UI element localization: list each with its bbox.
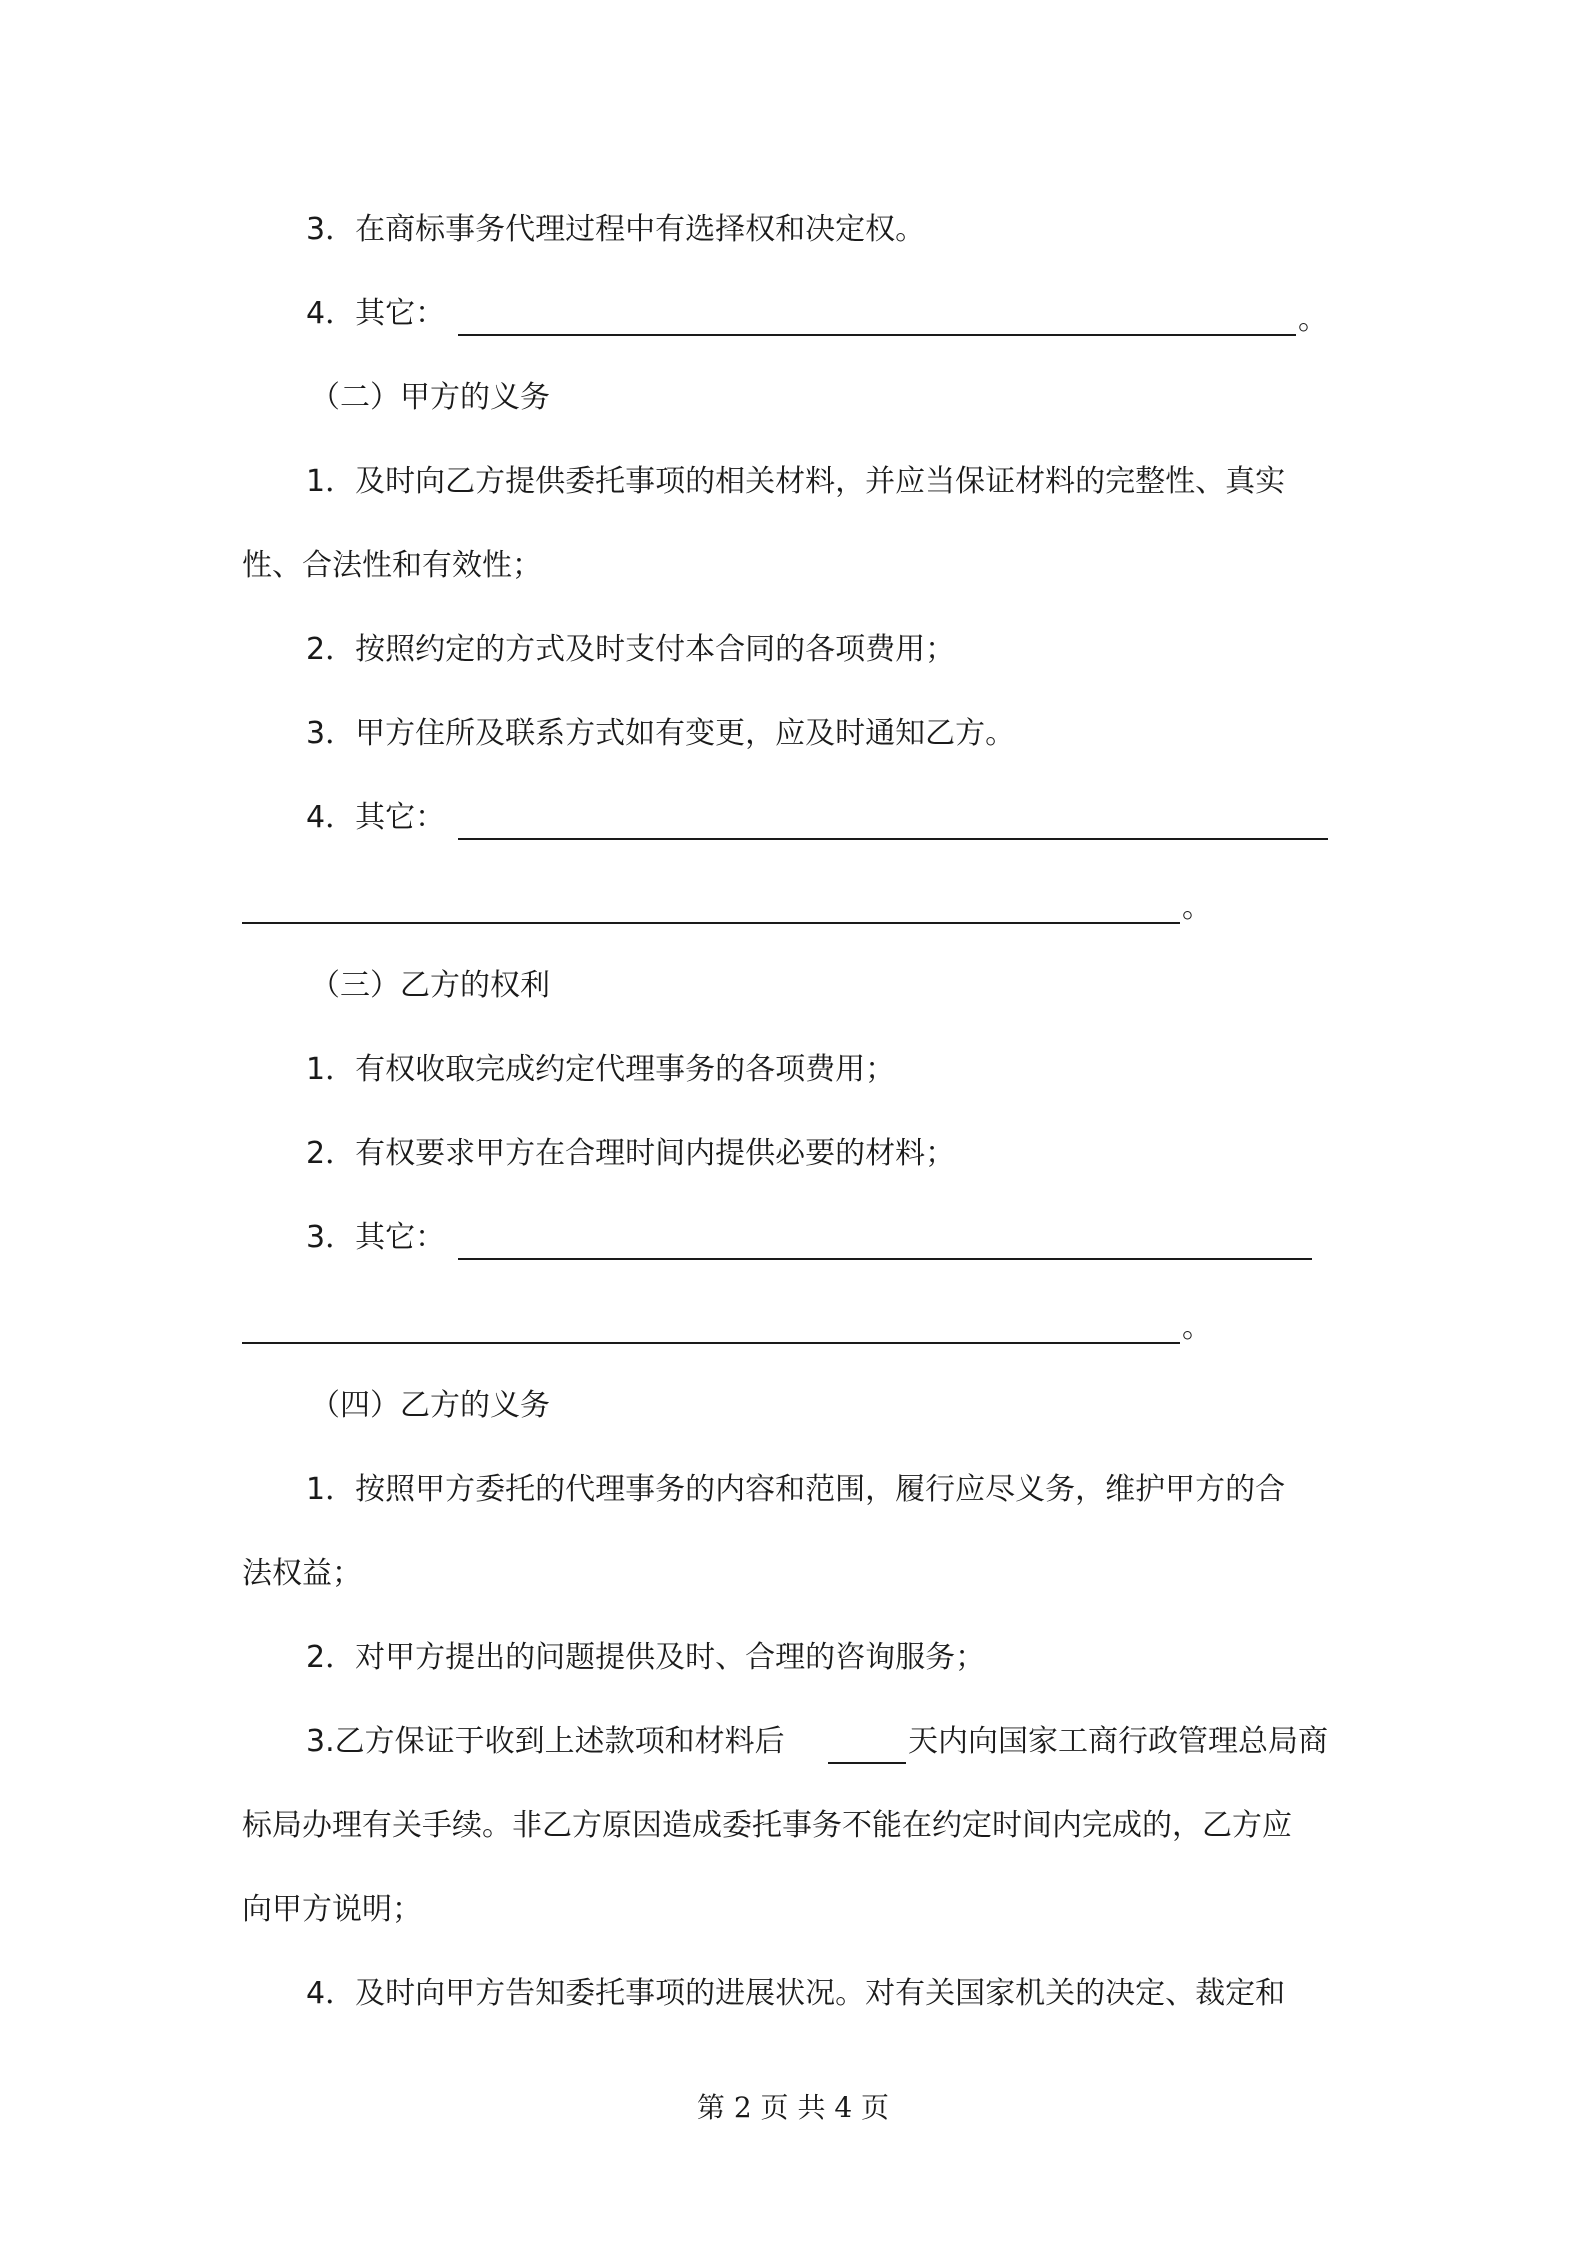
period-a4: 。 <box>1298 302 1328 337</box>
fill-blank-c3-line1 <box>458 1258 1312 1260</box>
clause-b4 <box>306 798 445 838</box>
section-heading-4: （四）乙方的义务 <box>310 1388 550 1423</box>
period-b4: 。 <box>1182 890 1212 925</box>
clause-d3-text-b: 天内向国家工商行政管理总局商 <box>908 1724 1328 1759</box>
clause-d3-line1 <box>306 1722 785 1762</box>
clause-a4 <box>306 294 445 334</box>
clause-d2: 2．对甲方提出的问题提供及时、合理的咨询服务； <box>306 1640 986 1675</box>
page-number-footer: 第 2 页 共 4 页 <box>696 2091 890 2124</box>
fill-blank-b4-line2 <box>242 922 1180 924</box>
clause-b1-line2: 性、合法性和有效性； <box>242 548 542 583</box>
clause-b3: 3．甲方住所及联系方式如有变更，应及时通知乙方。 <box>306 716 1016 751</box>
clause-d3-text-a: 3.乙方保证于收到上述款项和材料后 <box>306 1724 785 1759</box>
period-c3: 。 <box>1182 1310 1212 1345</box>
clause-c1: 1．有权收取完成约定代理事务的各项费用； <box>306 1052 896 1087</box>
clause-a3: 3．在商标事务代理过程中有选择权和决定权。 <box>306 212 926 247</box>
fill-blank-c3-line2 <box>242 1342 1180 1344</box>
fill-blank-a4 <box>458 334 1296 336</box>
clause-b1-line1: 1．及时向乙方提供委托事项的相关材料，并应当保证材料的完整性、真实 <box>306 464 1286 499</box>
clause-d1-line2: 法权益； <box>242 1556 362 1591</box>
clause-d3-line3: 向甲方说明； <box>242 1892 422 1927</box>
clause-d4: 4．及时向甲方告知委托事项的进展状况。对有关国家机关的决定、裁定和 <box>306 1976 1286 2011</box>
section-heading-3: （三）乙方的权利 <box>310 968 550 1003</box>
fill-blank-b4-line1 <box>458 838 1328 840</box>
clause-d1-line1: 1．按照甲方委托的代理事务的内容和范围，履行应尽义务，维护甲方的合 <box>306 1472 1286 1507</box>
clause-c3-label: 3．其它： <box>306 1220 446 1255</box>
clause-c3 <box>306 1218 445 1258</box>
clause-a4-label: 4．其它： <box>306 296 446 331</box>
section-heading-2: （二）甲方的义务 <box>310 380 550 415</box>
fill-blank-days <box>828 1762 906 1764</box>
clause-c2: 2．有权要求甲方在合理时间内提供必要的材料； <box>306 1136 956 1171</box>
clause-d3-line2: 标局办理有关手续。非乙方原因造成委托事务不能在约定时间内完成的，乙方应 <box>242 1808 1292 1843</box>
clause-b2: 2．按照约定的方式及时支付本合同的各项费用； <box>306 632 956 667</box>
clause-b4-label: 4．其它： <box>306 800 446 835</box>
